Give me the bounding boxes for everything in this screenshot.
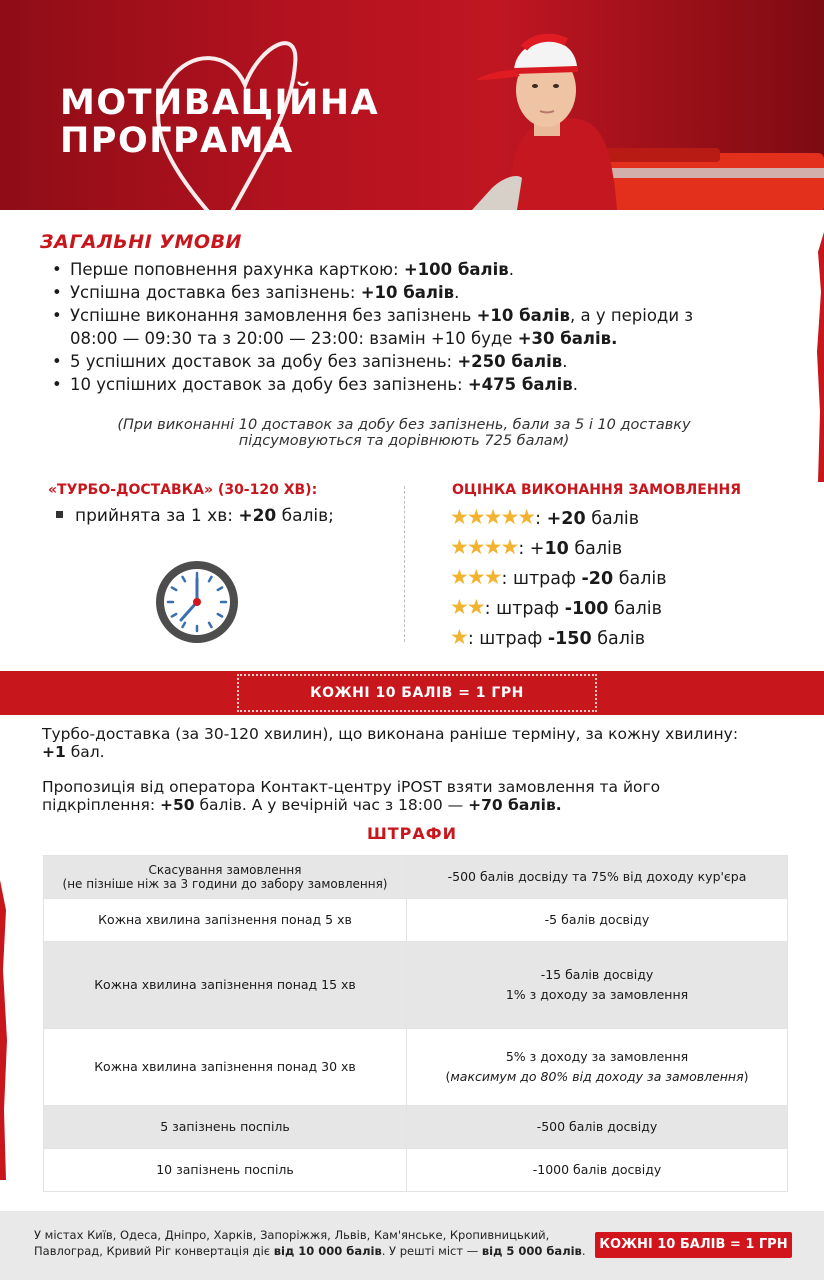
footer-conversion-badge: КОЖНІ 10 БАЛІВ = 1 ГРН xyxy=(595,1232,792,1258)
list-item: • 5 успішних доставок за добу без запізнень: +250 балів. xyxy=(52,350,732,373)
table-cell: Скасування замовлення (не пізніше ніж за 3 години до забору замовлення) xyxy=(44,856,407,899)
rating-row: ★★★★★: +20 балів xyxy=(450,505,640,529)
courier-photo xyxy=(462,8,824,210)
star-icon: ★ xyxy=(450,625,467,649)
section-divider xyxy=(404,486,405,642)
table-cell: Кожна хвилина запізнення понад 5 хв xyxy=(44,899,407,942)
table-cell: Кожна хвилина запізнення понад 15 хв xyxy=(44,942,407,1029)
table-row xyxy=(44,856,788,899)
turbo-delivery-item: прийнята за 1 хв: +20 балів; xyxy=(56,506,334,526)
star-icon: ★★★★★ xyxy=(450,505,535,529)
rating-row: ★★★★: +10 балів xyxy=(450,535,623,559)
list-item: • 10 успішних доставок за добу без запізнень: +475 балів. xyxy=(52,373,732,396)
rating-row: ★★★: штраф -20 балів xyxy=(450,565,667,589)
table-row xyxy=(44,1029,788,1106)
table-cell: -5 балів досвіду xyxy=(407,899,788,942)
page-title-line2: ПРОГРАМА xyxy=(60,121,294,161)
table-row xyxy=(44,899,788,942)
star-icon: ★★★ xyxy=(450,565,501,589)
table-cell: 5% з доходу за замовлення (максимум до 80% від доходу за замовлення) xyxy=(407,1029,788,1106)
list-item: • Успішне виконання замовлення без запізнень +10 балів, а у періоди з 08:00 — 09:30 та з 20:00 — 23:00: взамін +10 буде +30 балів. xyxy=(52,304,732,350)
square-bullet-icon xyxy=(56,511,63,518)
table-cell: Кожна хвилина запізнення понад 30 хв xyxy=(44,1029,407,1106)
rating-list xyxy=(450,504,667,654)
table-row xyxy=(44,1149,788,1192)
brush-stroke-decoration xyxy=(0,880,8,1180)
hero-banner xyxy=(0,0,824,210)
turbo-delivery-title: «ТУРБО-ДОСТАВКА» (30-120 ХВ): xyxy=(48,482,318,498)
operator-offer-paragraph: Пропозиція від оператора Контакт-центру iPOST взяти замовлення та його підкріплення: +50 балів. А у вечірній час з 18:00 — +70 балів. xyxy=(42,778,661,814)
turbo-bonus-paragraph: Турбо-доставка (за 30-120 хвилин), що виконана раніше терміну, за кожну хвилину: +1 бал. xyxy=(42,725,739,761)
page-title-line1: МОТИВАЦІЙНА xyxy=(60,83,380,123)
table-cell: -15 балів досвіду 1% з доходу за замовлення xyxy=(407,942,788,1029)
conversion-banner xyxy=(0,671,824,715)
table-row xyxy=(44,942,788,1029)
brush-stroke-decoration xyxy=(816,232,824,482)
fines-table xyxy=(43,855,788,1192)
list-item: • Успішна доставка без запізнень: +10 балів. xyxy=(52,281,732,304)
footer xyxy=(0,1211,824,1280)
rating-title: ОЦІНКА ВИКОНАННЯ ЗАМОВЛЕННЯ xyxy=(452,482,742,498)
star-icon: ★★ xyxy=(450,595,484,619)
general-conditions-title: ЗАГАЛЬНІ УМОВИ xyxy=(40,231,242,253)
table-cell: 5 запізнень поспіль xyxy=(44,1106,407,1149)
general-conditions-list xyxy=(52,258,732,396)
general-conditions-note: (При виконанні 10 доставок за добу без запізнень, бали за 5 і 10 доставку підсумовуються та дорівнюють 725 балам) xyxy=(117,417,691,449)
list-item: • Перше поповнення рахунка карткою: +100 балів. xyxy=(52,258,732,281)
table-row xyxy=(44,1106,788,1149)
footer-text: У містах Київ, Одеса, Дніпро, Харків, Запоріжжя, Львів, Кам'янське, Кропивницький, Павлоград, Кривий Ріг конвертація діє від 10 000 балів. У решті міст — від 5 000 балів. xyxy=(34,1228,586,1258)
star-icon: ★★★★ xyxy=(450,535,518,559)
page-title xyxy=(60,84,379,160)
rating-row: ★: штраф -150 балів xyxy=(450,625,646,649)
table-cell: -1000 балів досвіду xyxy=(407,1149,788,1192)
rating-row: ★★: штраф -100 балів xyxy=(450,595,662,619)
table-cell: 10 запізнень поспіль xyxy=(44,1149,407,1192)
fines-title: ШТРАФИ xyxy=(366,824,458,843)
table-cell: -500 балів досвіду xyxy=(407,1106,788,1149)
clock-icon xyxy=(153,558,241,646)
conversion-banner-label: КОЖНІ 10 БАЛІВ = 1 ГРН xyxy=(237,674,597,712)
table-cell: -500 балів досвіду та 75% від доходу кур'єра xyxy=(407,856,788,899)
